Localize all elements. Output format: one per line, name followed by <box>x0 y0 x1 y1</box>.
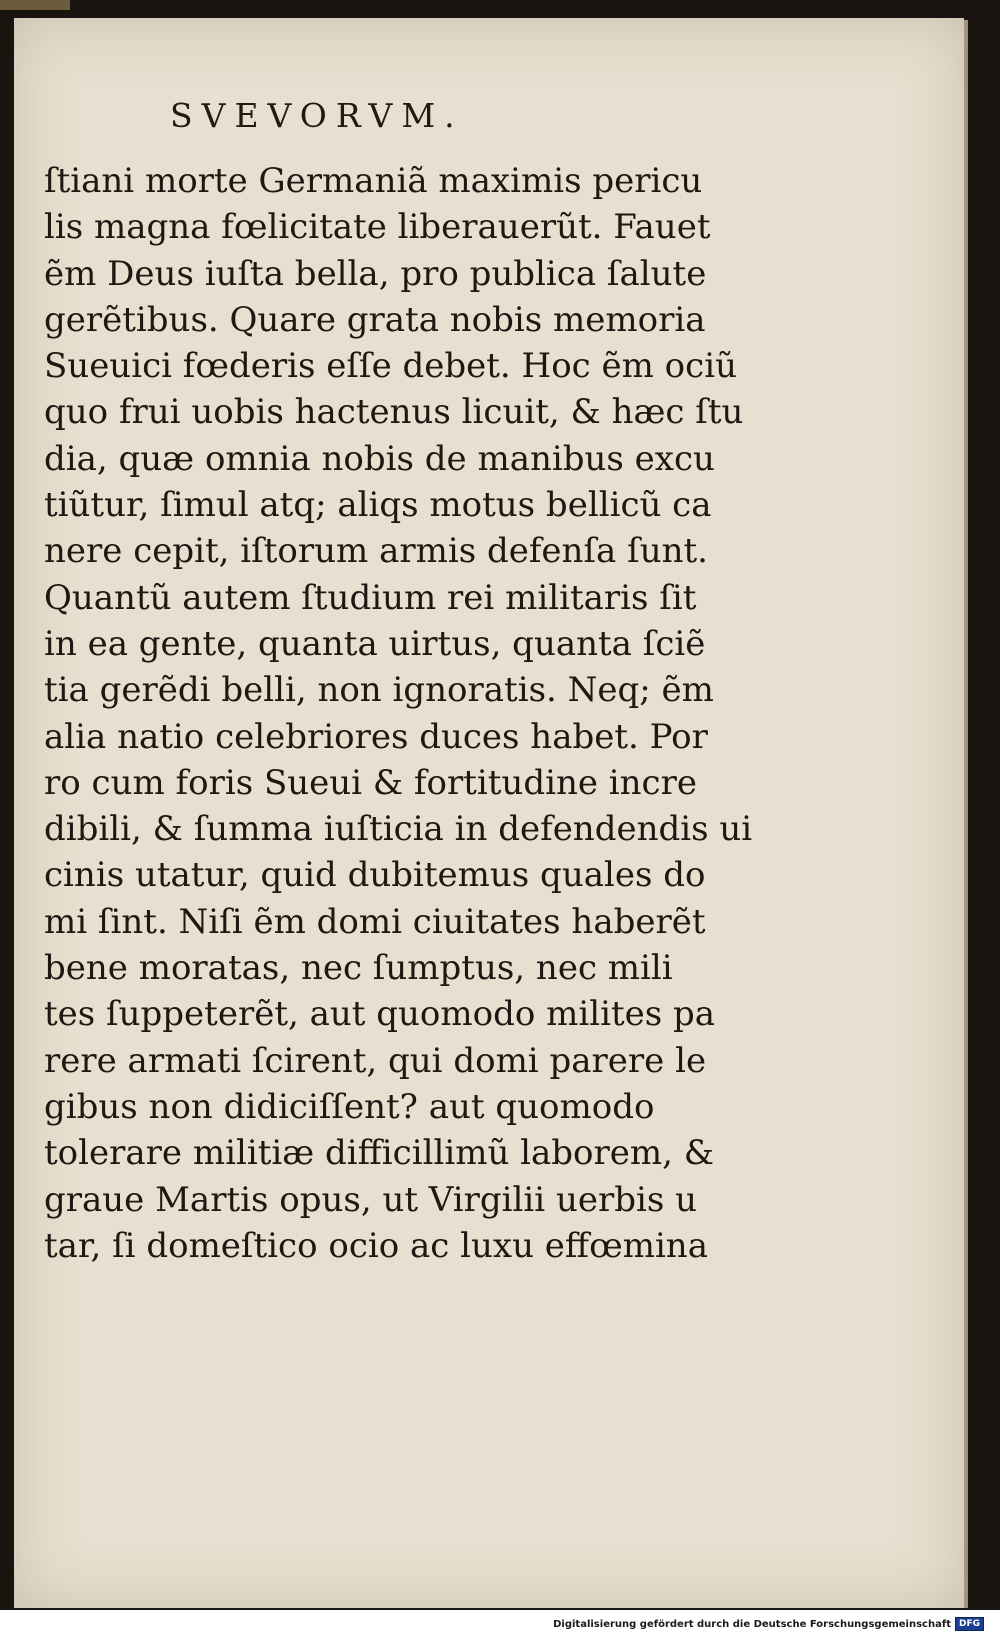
text-line: tia gerẽdi belli, non ignoratis. Neq; ẽm <box>44 670 714 711</box>
text-line: dia, quæ omnia nobis de manibus excu <box>44 438 715 479</box>
text-line: ſtiani morte Germaniã maximis pericu <box>44 161 703 201</box>
text-line: alia natio celebriores duces habet. Por <box>44 716 708 757</box>
text-line: tiũtur, ſimul atq; aliqs motus bellicũ ca <box>44 485 712 526</box>
text-line: bene moratas, nec ſumptus, nec mili <box>44 948 673 989</box>
text-line: mi ſint. Niſi ẽm domi ciuitates haberẽt <box>44 901 706 942</box>
text-line: ro cum foris Sueui & fortitudine incre <box>44 762 697 803</box>
text-line: tolerare militiæ difficillimũ laborem, & <box>44 1133 715 1174</box>
text-line: graue Martis opus, ut Virgilii uerbis u <box>44 1179 698 1220</box>
scan-corner-mark <box>0 0 70 10</box>
text-line: lis magna fœlicitate liberauerũt. Fauet <box>44 207 711 248</box>
body-text <box>44 158 753 1269</box>
text-line: in ea gente, quanta uirtus, quanta ſciẽ <box>44 623 706 664</box>
text-line: ẽm Deus iuſta bella, pro publica ſalute <box>44 253 707 294</box>
running-head: SVEVORVM. <box>170 96 464 135</box>
text-line: cinis utatur, quid dubitemus quales do <box>44 855 706 896</box>
text-line: rere armati ſcirent, qui domi parere le <box>44 1040 707 1081</box>
dfg-logo: DFG <box>955 1617 984 1631</box>
digitization-credit <box>553 1617 984 1631</box>
text-line: tar, ſi domeſtico ocio ac luxu effœmina <box>44 1225 708 1266</box>
text-line: Quantũ autem ſtudium rei militaris ſit <box>44 577 697 618</box>
text-line: nere cepit, iſtorum armis defenſa ſunt. <box>44 531 708 572</box>
text-line: gerẽtibus. Quare grata nobis memoria <box>44 299 706 340</box>
credit-text: Digitalisierung gefördert durch die Deutsche Forschungsgemeinschaft <box>553 1618 951 1630</box>
text-line: dibili, & ſumma iuſticia in defendendis ui <box>44 809 753 850</box>
text-line: Sueuici fœderis eſſe debet. Hoc ẽm ociũ <box>44 346 737 387</box>
text-line: quo frui uobis hactenus licuit, & hæc ſtu <box>44 392 744 433</box>
text-line: gibus non didiciſſent? aut quomodo <box>44 1086 655 1127</box>
text-line: tes ſuppeterẽt, aut quomodo milites pa <box>44 994 716 1035</box>
